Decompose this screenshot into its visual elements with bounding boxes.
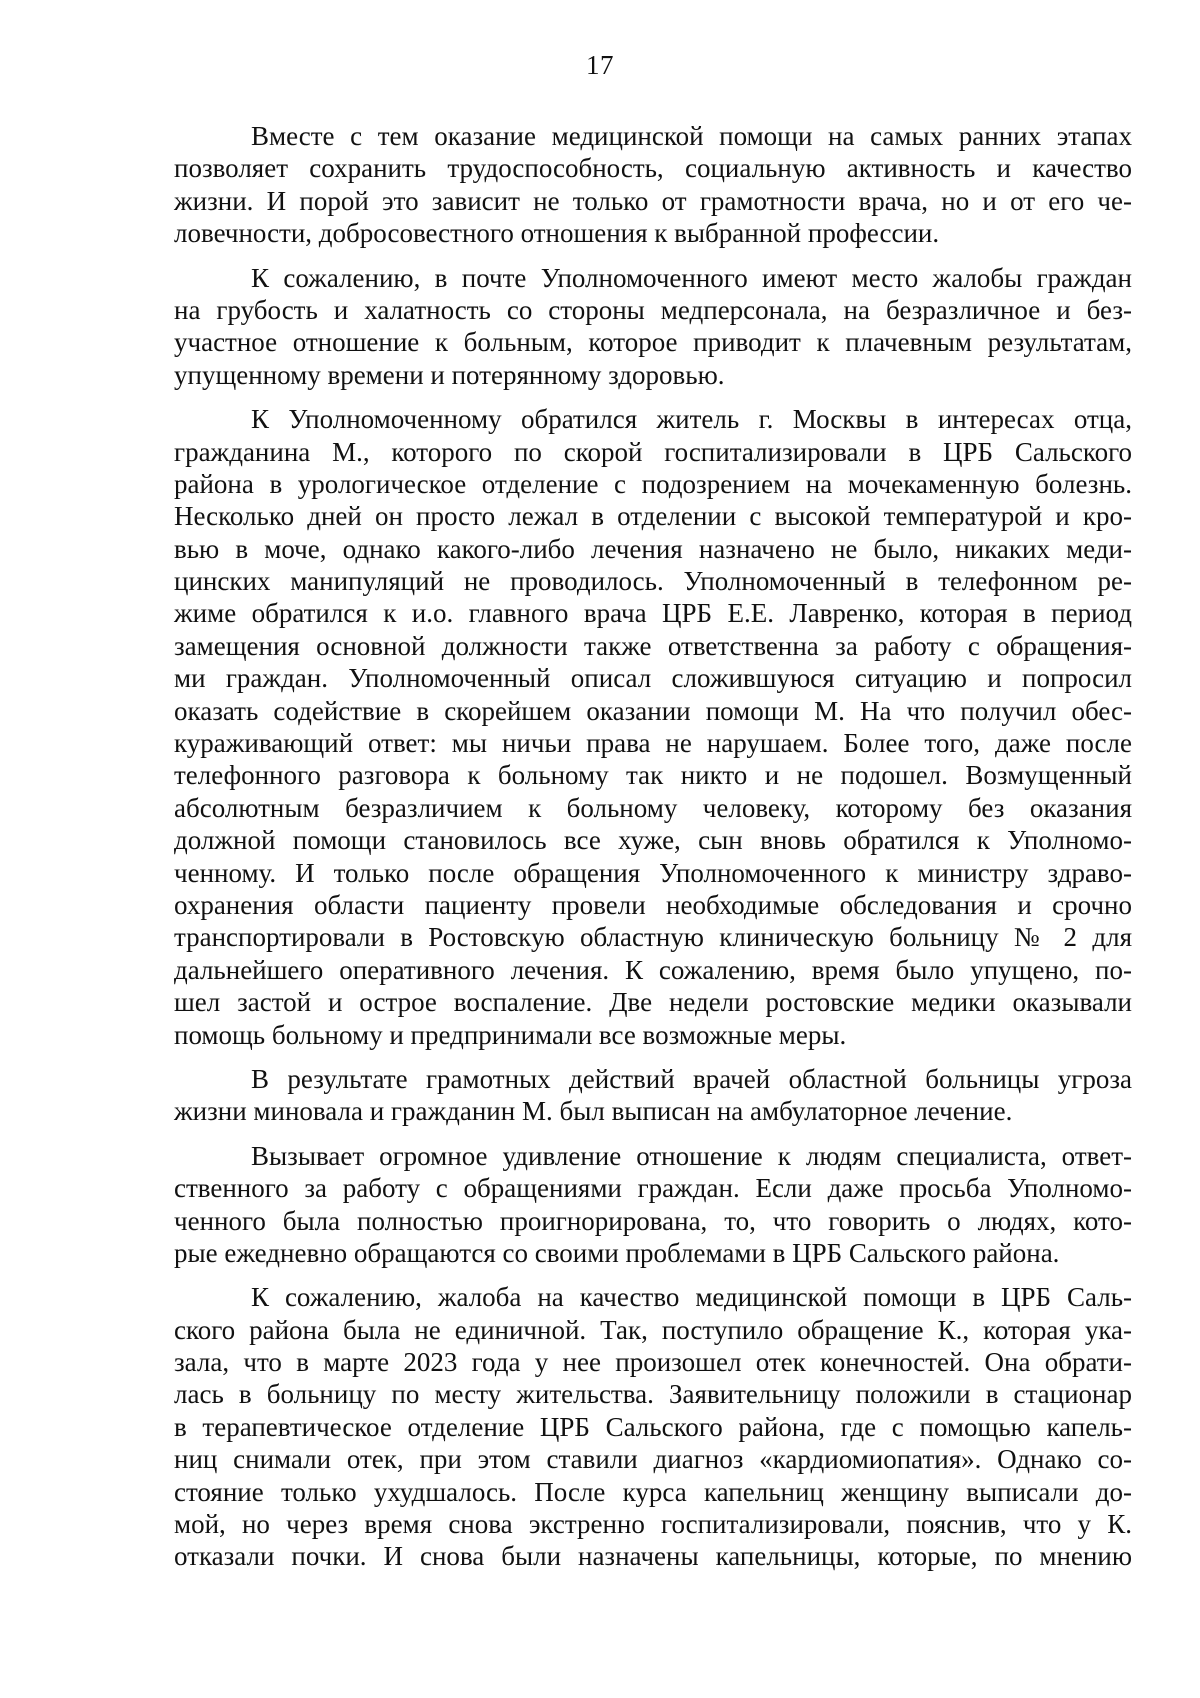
text-line: упущенному времени и потерянному здоровью. — [174, 359, 725, 390]
paragraph-1 — [174, 120, 1132, 250]
text-line: Несколько дней он просто лежал в отделении с высокой температурой и кро- — [174, 501, 1132, 532]
text-line: отказали почки. И снова были назначены капельницы, которые, по мнению — [174, 1541, 1132, 1572]
text-line: К Уполномоченному обратился житель г. Москвы в интересах отца, — [251, 404, 1132, 435]
text-line: жизни миновала и гражданин М. был выписан на амбулаторное лечение. — [174, 1096, 1013, 1127]
text-line: ченному. И только после обращения Уполномоченного к министру здраво- — [174, 857, 1132, 888]
text-line: дальнейшего оперативного лечения. К сожалению, время было упущено, по- — [174, 954, 1132, 985]
text-line: жизни. И порой это зависит не только от грамотности врача, но и от его че- — [174, 185, 1132, 216]
text-line: в терапевтическое отделение ЦРБ Сальского района, где с помощью капель- — [174, 1411, 1132, 1442]
text-line: ловечности, добросовестного отношения к выбранной профессии. — [174, 218, 940, 249]
text-line: ниц снимали отек, при этом ставили диагноз «кардиомиопатия». Однако со- — [174, 1444, 1132, 1475]
text-line: жиме обратился к и.о. главного врача ЦРБ Е.Е. Лавренко, которая в период — [174, 598, 1132, 629]
text-line: ми граждан. Уполномоченный описал сложившуюся ситуацию и попросил — [174, 663, 1132, 694]
text-line: оказать содействие в скорейшем оказании помощи М. На что получил обес- — [174, 695, 1132, 726]
text-line: должной помощи становилось все хуже, сын вновь обратился к Уполномо- — [174, 825, 1132, 856]
text-line: ского района была не единичной. Так, поступило обращение К., которая ука- — [174, 1314, 1132, 1345]
text-line: замещения основной должности также ответственна за работу с обращения- — [174, 630, 1132, 661]
text-line: К сожалению, в почте Уполномоченного имеют место жалобы граждан — [251, 262, 1132, 293]
text-line: абсолютным безразличием к больному человеку, которому без оказания — [174, 792, 1132, 823]
text-line: К сожалению, жалоба на качество медицинской помощи в ЦРБ Саль- — [251, 1282, 1132, 1313]
text-line: помощь больному и предпринимали все возможные меры. — [174, 1019, 847, 1050]
text-line: района в урологическое отделение с подозрением на мочекаменную болезнь. — [174, 468, 1132, 499]
text-line: мой, но через время снова экстренно госпитализировали, пояснив, что у К. — [174, 1509, 1132, 1540]
text-line: Вместе с тем оказание медицинской помощи на самых ранних этапах — [251, 121, 1132, 151]
text-line: рые ежедневно обращаются со своими проблемами в ЦРБ Сальского района. — [174, 1237, 1060, 1268]
paragraph-4 — [174, 1063, 1132, 1128]
text-line: на грубость и халатность со стороны медперсонала, на безразличное и без- — [174, 294, 1132, 325]
paragraph-5 — [174, 1140, 1132, 1270]
text-line: телефонного разговора к больному так никто и не подошел. Возмущенный — [174, 760, 1132, 791]
text-line: участное отношение к больным, которое приводит к плачевным результатам, — [174, 327, 1132, 358]
body-text — [174, 120, 1132, 1585]
text-line: транспортировали в Ростовскую областную клиническую больницу № 2 для — [174, 922, 1132, 953]
text-line: шел застой и острое воспаление. Две недели ростовские медики оказывали — [174, 987, 1132, 1018]
text-line: ченного была полностью проигнорирована, то, что говорить о людях, кото- — [174, 1205, 1132, 1236]
paragraph-3 — [174, 403, 1132, 1051]
text-line: кураживающий ответ: мы ничьи права не нарушаем. Более того, даже после — [174, 728, 1132, 759]
paragraph-2 — [174, 262, 1132, 392]
text-line: В результате грамотных действий врачей областной больницы угроза — [251, 1063, 1132, 1094]
text-line: ственного за работу с обращениями граждан. Если даже просьба Уполномо- — [174, 1173, 1132, 1204]
text-line: гражданина М., которого по скорой госпитализировали в ЦРБ Сальского — [174, 436, 1132, 467]
text-line: лась в больницу по месту жительства. Заявительницу положили в стационар — [174, 1379, 1132, 1410]
text-line: вью в моче, однако какого-либо лечения назначено не было, никаких меди- — [174, 533, 1132, 564]
text-line: цинских манипуляций не проводилось. Уполномоченный в телефонном ре- — [174, 566, 1132, 597]
paragraph-6 — [174, 1281, 1132, 1573]
text-line: позволяет сохранить трудоспособность, социальную активность и качество — [174, 153, 1132, 184]
text-line: зала, что в марте 2023 года у нее произошел отек конечностей. Она обрати- — [174, 1347, 1132, 1378]
text-line: стояние только ухудшалось. После курса капельниц женщину выписали до- — [174, 1476, 1132, 1507]
page-number: 17 — [586, 50, 614, 80]
text-line: охранения области пациенту провели необходимые обследования и срочно — [174, 889, 1132, 920]
text-line: Вызывает огромное удивление отношение к людям специалиста, ответ- — [251, 1140, 1132, 1171]
